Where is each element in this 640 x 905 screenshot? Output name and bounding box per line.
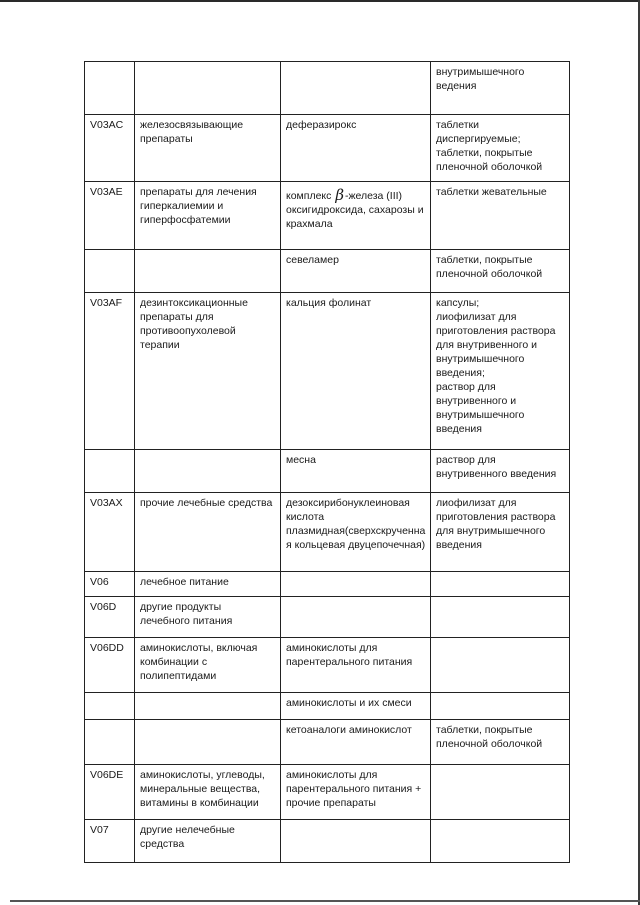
scan-border-top xyxy=(0,0,640,2)
table-row xyxy=(85,115,570,182)
dosage-form-cell: таблетки, покрытые пленочной оболочкой xyxy=(431,250,570,293)
dosage-form-cell: таблетки диспергируемые; таблетки, покрытые пленочной оболочкой xyxy=(431,115,570,182)
dosage-form-cell xyxy=(431,693,570,720)
drug-cell: кетоаналоги аминокислот xyxy=(281,720,431,765)
drug-cell: дезоксирибонуклеиновая кислота плазмидная(сверхскрученна я кольцевая двуцепочечная) xyxy=(281,493,431,572)
group-cell: дезинтоксикационные препараты для противоопухолевой терапии xyxy=(135,293,281,450)
dosage-form-cell xyxy=(431,820,570,863)
dosage-form-cell xyxy=(431,765,570,820)
table-row xyxy=(85,572,570,597)
group-cell xyxy=(135,720,281,765)
group-cell: лечебное питание xyxy=(135,572,281,597)
drug-cell: аминокислоты для парентерального питания xyxy=(281,638,431,693)
group-cell xyxy=(135,693,281,720)
group-cell xyxy=(135,250,281,293)
table-row xyxy=(85,250,570,293)
drug-classification-table-container xyxy=(84,61,569,863)
atc-code-cell: V03AE xyxy=(85,182,135,250)
atc-code-cell: V06DE xyxy=(85,765,135,820)
dosage-form-cell: таблетки жевательные xyxy=(431,182,570,250)
atc-code-cell: V03AX xyxy=(85,493,135,572)
group-cell: аминокислоты, углеводы, минеральные вещества, витамины в комбинации xyxy=(135,765,281,820)
drug-cell: кальция фолинат xyxy=(281,293,431,450)
group-cell: другие продукты лечебного питания xyxy=(135,597,281,638)
dosage-form-cell: таблетки, покрытые пленочной оболочкой xyxy=(431,720,570,765)
atc-code-cell: V06 xyxy=(85,572,135,597)
dosage-form-cell: капсулы; лиофилизат для приготовления раствора для внутривенного и внутримышечного введения; раствор для внутривенного и внутримышечного введения xyxy=(431,293,570,450)
table-row xyxy=(85,693,570,720)
drug-cell xyxy=(281,820,431,863)
dosage-form-cell xyxy=(431,597,570,638)
group-cell: прочие лечебные средства xyxy=(135,493,281,572)
drug-classification-table xyxy=(84,61,570,863)
drug-cell: деферазирокс xyxy=(281,115,431,182)
table-row xyxy=(85,638,570,693)
atc-code-cell xyxy=(85,693,135,720)
drug-cell xyxy=(281,182,431,250)
table-row xyxy=(85,493,570,572)
atc-code-cell: V06D xyxy=(85,597,135,638)
drug-cell: месна xyxy=(281,450,431,493)
drug-cell: аминокислоты и их смеси xyxy=(281,693,431,720)
group-cell: другие нелечебные средства xyxy=(135,820,281,863)
table-row xyxy=(85,597,570,638)
table-row xyxy=(85,765,570,820)
atc-code-cell: V06DD xyxy=(85,638,135,693)
dosage-form-cell: лиофилизат для приготовления раствора для внутримышечного введения xyxy=(431,493,570,572)
drug-cell xyxy=(281,62,431,115)
drug-name-prefix: комплекс xyxy=(286,190,332,202)
dosage-form-cell xyxy=(431,572,570,597)
group-cell xyxy=(135,62,281,115)
beta-symbol: β xyxy=(335,186,344,204)
dosage-form-cell xyxy=(431,638,570,693)
drug-name-suffix: -железа (III) оксигидроксида, сахарозы и крахмала xyxy=(286,190,424,230)
atc-code-cell xyxy=(85,450,135,493)
atc-code-cell xyxy=(85,250,135,293)
group-cell xyxy=(135,450,281,493)
atc-code-cell: V07 xyxy=(85,820,135,863)
dosage-form-cell: внутримышечного ведения xyxy=(431,62,570,115)
drug-cell: севеламер xyxy=(281,250,431,293)
table-row xyxy=(85,293,570,450)
table-row xyxy=(85,720,570,765)
atc-code-cell: V03AF xyxy=(85,293,135,450)
group-cell: аминокислоты, включая комбинации с полипептидами xyxy=(135,638,281,693)
drug-cell: аминокислоты для парентерального питания + прочие препараты xyxy=(281,765,431,820)
drug-cell xyxy=(281,572,431,597)
atc-code-cell xyxy=(85,62,135,115)
table-row xyxy=(85,62,570,115)
table-row xyxy=(85,182,570,250)
group-cell: препараты для лечения гиперкалиемии и гиперфосфатемии xyxy=(135,182,281,250)
atc-code-cell: V03AC xyxy=(85,115,135,182)
table-row xyxy=(85,820,570,863)
dosage-form-cell: раствор для внутривенного введения xyxy=(431,450,570,493)
atc-code-cell xyxy=(85,720,135,765)
table-row xyxy=(85,450,570,493)
scan-border-bottom xyxy=(10,900,640,902)
group-cell: железосвязывающие препараты xyxy=(135,115,281,182)
drug-cell xyxy=(281,597,431,638)
